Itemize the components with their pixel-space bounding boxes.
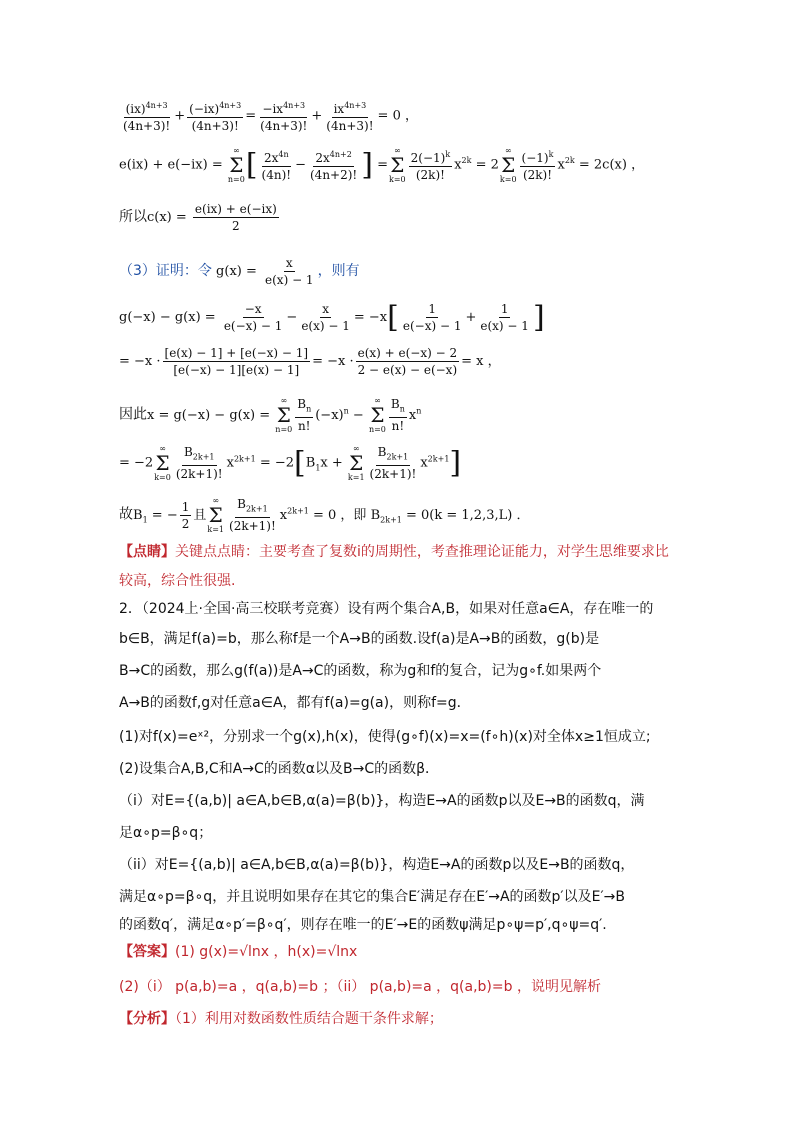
line-3-prefix: 所以 (119, 209, 147, 225)
line-4-suffix: ，则有 (317, 263, 360, 279)
problem-2-line-1: 2．（2024上·全国·高三校联考竞赛）设有两个集合A,B，如果对任意a∈A，存在唯一的 (119, 601, 654, 617)
problem-2-part-2ii-line-3: 的函数q′，满足α∘p′=β∘q′，则存在唯一的E′→E的函数ψ满足p∘ψ=p′,q∘ψ=q′. (119, 917, 607, 933)
equation-line-7: 因此x = g(−x) − g(x) = ∞ Σ n=0 $\frac{B_n}{n!}$ $(-x)^n$ − ∞ Σ n=0 $\frac{B_n}{n!}$ $x^n$ (119, 396, 422, 435)
key-point-line-1 (119, 541, 669, 561)
line-9-prefix: 故 (119, 506, 133, 523)
answer-line-2: (2)（i） p(a,b)=a ，q(a,b)=b ；（ii） p(a,b)=a ，q(a,b)=b ，说明见解析 (119, 979, 601, 995)
equation-line-6: = −x · $\frac{[e(x) - 1] + [e(-x) - 1]}{[e(-x) - 1][e(x) - 1]}$ = −x · $\frac{e(x) + e(-x) - 2}{2 - e(x) - e(-x)}$ = x ， (119, 346, 501, 377)
line-4-prefix: （3）证明：令 (119, 263, 212, 279)
problem-2-part-2: (2)设集合A,B,C和A→C的函数α以及B→C的函数β． (119, 761, 440, 777)
key-point-line-2: 较高，综合性很强. (119, 573, 236, 589)
answer-text-1: (1) g(x)=√lnx ，h(x)=√lnx (175, 944, 358, 960)
problem-2-line-2: b∈B，满足f(a)=b，那么称f是一个A→B的函数.设f(a)是A→B的函数，g(b)是 (119, 631, 600, 647)
key-point-text-1: 关键点点睛：主要考查了复数i的周期性，考查推理论证能力，对学生思维要求比 (175, 544, 669, 560)
problem-2-part-2i-line-2: 足α∘p=β∘q； (119, 825, 213, 841)
problem-2-part-2i-line-1: （i）对E={(a,b)| a∈A,b∈B,α(a)=β(b)}，构造E→A的函数p以及E→B的函数q，满 (119, 793, 645, 809)
analysis-tag: 【分析】 (119, 1011, 175, 1027)
equation-line-8: = −2 ∞ Σ k=0 $\frac{B_{2k+1}}{(2k+1)!}$ $x^{2k+1} = -2[B_1x$ + ∞ Σ k=1 $\frac{B_{2k+1}}{(2k+1)!}$ $x^{2k+1}$] (119, 444, 462, 483)
equation-line-5: g(−x) − g(x) = $\frac{-x}{e(-x) - 1}$ − $\frac{x}{e(x) - 1}$ = −x[ $\frac{1}{e(-x) - 1}$ + $\frac{1}{e(x) - 1}$ ] (119, 300, 545, 335)
answer-line-1 (119, 941, 357, 961)
answer-tag: 【答案】 (119, 944, 175, 960)
key-point-tag: 【点睛】 (119, 544, 175, 560)
problem-2-line-3: B→C的函数，那么g(f(a))是A→C的函数，称为g和f的复合，记为g∘f.如果两个 (119, 663, 602, 679)
equation-line-1: $\frac{(ix)^{4n+3}}{(4n+3)!}$ + $\frac{(-ix)^{4n+3}}{(4n+3)!}$ = $\frac{-ix^{4n+3}}{(4n+3)!}$ + $\frac{ix^{4n+3}}{(4n+3)!}$ = 0 ， (119, 98, 418, 134)
analysis-line (119, 1008, 443, 1028)
equation-line-9: 故$B_1$ = − $\frac{1}{2}$ 且 ∞ Σ k=1 $\frac{B_{2k+1}}{(2k+1)!}$ $x^{2k+1} = 0$ ，即 $B_{2k+1} = 0(k = 1,2,3,L)$ ． (119, 496, 530, 535)
line-7-prefix: 因此 (119, 406, 147, 423)
equation-line-3: 所以c(x) = $\frac{e(ix) + e(-ix)}{2}$ (119, 202, 277, 233)
analysis-text: （1）利用对数函数性质结合题干条件求解； (175, 1011, 443, 1027)
problem-2-line-4: A→B的函数f,g对任意a∈A，都有f(a)=g(a)，则称f=g． (119, 695, 471, 711)
equation-line-2: e(ix) + e(−ix) = ∞ Σ n=0 [ $\frac{2x^{4n}}{(4n)!}$ − $\frac{2x^{4n+2}}{(4n+2)!}$ ] = ∞ Σ k=0 $\frac{2(-1)^k}{(2k)!}$ $x^{2k} = 2$ ∞ Σ k=0 $\frac{(-1)^k}{(2k)!}$ $x^{2k} = 2c(x)$ ， (119, 146, 645, 184)
proof-intro-line: （3）证明：令 g(x) = $\frac{x}{e(x) - 1}$ ，则有 (119, 256, 360, 287)
problem-2-part-2ii-line-2: 满足α∘p=β∘q，并且说明如果存在其它的集合E′满足存在E′→A的函数p′以及E′→B (119, 889, 625, 905)
problem-2-part-1: (1)对f(x)=eˣ²，分别求一个g(x),h(x)，使得(g∘f)(x)=x=(f∘h)(x)对全体x≥1恒成立; (119, 729, 651, 745)
problem-2-part-2ii-line-1: （ii）对E={(a,b)| a∈A,b∈B,α(a)=β(b)}，构造E→A的函数p以及E→B的函数q， (119, 857, 635, 873)
